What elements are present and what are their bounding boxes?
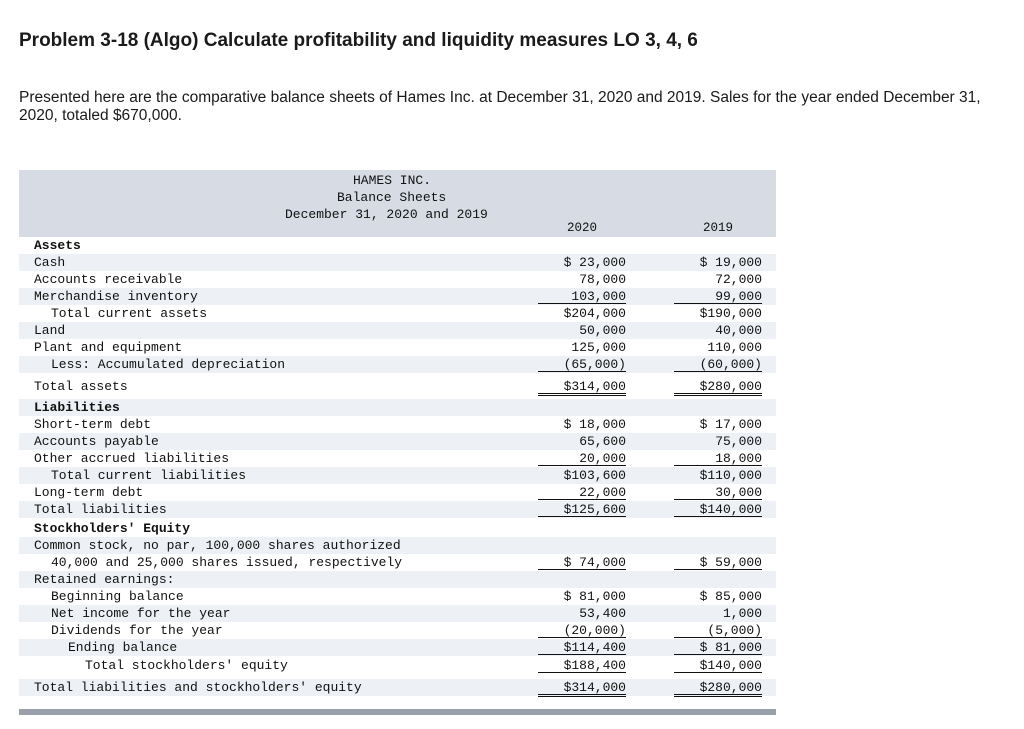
statement-title: Balance Sheets [337, 190, 447, 205]
table-row [19, 254, 776, 271]
row-label: Ending balance [68, 640, 178, 655]
value-2019: 40,000 [715, 323, 762, 338]
value-2020: $125,600 [538, 501, 626, 517]
table-row [19, 537, 776, 554]
value-2019: 1,000 [722, 606, 762, 621]
value-2019: $ 59,000 [674, 554, 762, 570]
table-row [19, 467, 776, 484]
table-row [19, 450, 776, 467]
table-row [19, 271, 776, 288]
value-2020: 20,000 [538, 450, 626, 466]
table-row [19, 356, 776, 373]
column-header-2020: 2020 [566, 221, 597, 235]
company-name: HAMES INC. [353, 173, 432, 188]
value-2020: $103,600 [563, 468, 626, 483]
value-2019: 110,000 [707, 340, 762, 355]
value-2019: $ 17,000 [699, 417, 762, 432]
value-2020: 103,000 [538, 288, 626, 304]
table-row [19, 639, 776, 656]
value-2020: $204,000 [563, 306, 626, 321]
table-row [19, 679, 776, 696]
row-label: Other accrued liabilities [34, 451, 230, 466]
value-2019: $280,000 [674, 679, 762, 697]
row-label: Total liabilities [34, 502, 167, 517]
value-2019: 30,000 [674, 484, 762, 500]
row-label: Dividends for the year [51, 623, 223, 638]
value-2020: $114,400 [538, 639, 626, 655]
row-label: Total current liabilities [51, 468, 247, 483]
row-label: Accounts receivable [34, 272, 183, 287]
row-label: Plant and equipment [34, 340, 183, 355]
value-2020: $ 74,000 [538, 554, 626, 570]
row-label: Common stock, no par, 100,000 shares authorized [34, 538, 401, 553]
table-row [19, 657, 776, 674]
value-2020: 78,000 [579, 272, 626, 287]
row-label: 40,000 and 25,000 shares issued, respectively [51, 555, 403, 570]
value-2019: 72,000 [715, 272, 762, 287]
row-label: Total stockholders' equity [85, 658, 288, 673]
table-row [19, 622, 776, 639]
row-label: Total current assets [51, 306, 208, 321]
row-label: Cash [34, 255, 66, 270]
balance-sheet-table [19, 170, 776, 716]
row-label: Total liabilities and stockholders' equity [34, 680, 362, 695]
table-row [19, 378, 776, 395]
value-2019: 18,000 [674, 450, 762, 466]
value-2020: $314,000 [538, 378, 626, 396]
table-row [19, 416, 776, 433]
row-label: Merchandise inventory [34, 289, 198, 304]
value-2019: $280,000 [674, 378, 762, 396]
table-header [19, 170, 776, 237]
table-row [19, 237, 776, 254]
row-label: Less: Accumulated depreciation [51, 357, 286, 372]
value-2020: 125,000 [571, 340, 626, 355]
table-row [19, 605, 776, 622]
column-header-2019: 2019 [702, 221, 733, 235]
value-2020: $ 18,000 [563, 417, 626, 432]
table-row [19, 322, 776, 339]
value-2019: $190,000 [699, 306, 762, 321]
problem-intro: Presented here are the comparative balance sheets of Hames Inc. at December 31, 2020 and 2019. Sales for the year ended December 31, 2020, totaled $670,000. [19, 89, 981, 124]
value-2019: $ 85,000 [699, 589, 762, 604]
value-2019: (5,000) [674, 622, 762, 638]
table-row [19, 288, 776, 305]
table-row [19, 399, 776, 416]
row-label: Land [34, 323, 66, 338]
value-2020: (20,000) [538, 622, 626, 638]
table-row [19, 305, 776, 322]
table-row [19, 571, 776, 588]
row-label: Liabilities [34, 400, 120, 415]
value-2020: $ 81,000 [563, 589, 626, 604]
value-2019: $ 19,000 [699, 255, 762, 270]
row-label: Accounts payable [34, 434, 159, 449]
table-row [19, 520, 776, 537]
row-label: Short-term debt [34, 417, 152, 432]
value-2019: 75,000 [715, 434, 762, 449]
table-footer-bar [19, 709, 776, 715]
table-row [19, 588, 776, 605]
value-2020: $314,000 [538, 679, 626, 697]
value-2019: $110,000 [699, 468, 762, 483]
value-2019: 99,000 [674, 288, 762, 304]
table-row [19, 433, 776, 450]
row-label: Beginning balance [51, 589, 184, 604]
value-2020: (65,000) [538, 356, 626, 372]
table-row [19, 339, 776, 356]
value-2019: $ 81,000 [674, 639, 762, 655]
value-2020: $ 23,000 [563, 255, 626, 270]
row-label: Net income for the year [51, 606, 231, 621]
page-title: Problem 3-18 (Algo) Calculate profitability and liquidity measures LO 3, 4, 6 [19, 30, 698, 51]
row-label: Assets [34, 238, 81, 253]
row-label: Retained earnings: [34, 572, 175, 587]
table-row [19, 484, 776, 501]
statement-date: December 31, 2020 and 2019 [285, 207, 488, 222]
row-label: Stockholders' Equity [34, 521, 191, 536]
value-2020: 22,000 [538, 484, 626, 500]
row-label: Total assets [34, 379, 128, 394]
value-2019: (60,000) [674, 356, 762, 372]
value-2020: 65,600 [579, 434, 626, 449]
row-label: Long-term debt [34, 485, 144, 500]
value-2019: $140,000 [674, 657, 762, 673]
value-2019: $140,000 [674, 501, 762, 517]
table-row [19, 554, 776, 571]
value-2020: 53,400 [579, 606, 626, 621]
value-2020: $188,400 [538, 657, 626, 673]
table-row [19, 501, 776, 518]
value-2020: 50,000 [579, 323, 626, 338]
